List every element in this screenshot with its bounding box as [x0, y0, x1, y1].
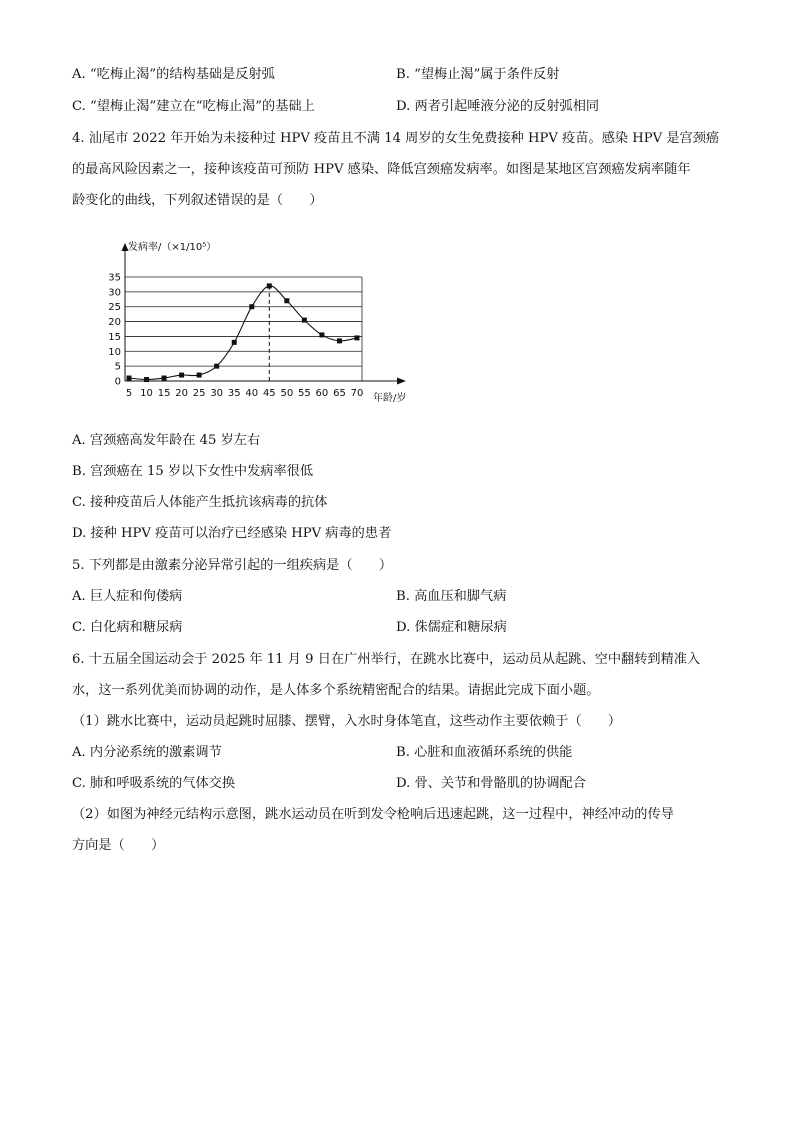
- q5-option-b: B. 高血压和脚气病: [396, 589, 507, 604]
- q3-option-c: C. “望梅止渴”建立在“吃梅止渴”的基础上: [72, 99, 315, 114]
- data-point: [302, 318, 307, 323]
- x-axis-arrow: [397, 378, 406, 385]
- y-tick-label: 35: [108, 272, 121, 284]
- y-tick-label: 20: [108, 317, 121, 329]
- q5-option-c: C. 白化病和糖尿病: [72, 620, 183, 635]
- data-point: [232, 340, 237, 345]
- q3-option-d: D. 两者引起唾液分泌的反射弧相同: [396, 99, 600, 114]
- x-tick-label: 20: [175, 388, 188, 399]
- data-point: [249, 304, 254, 309]
- q6-sub2-line-2: 方向是（ ）: [72, 838, 165, 853]
- data-point: [284, 298, 289, 303]
- q3-option-b: B. “望梅止渴”属于条件反射: [396, 67, 560, 82]
- y-tick-label: 10: [108, 346, 121, 358]
- x-tick-label: 10: [140, 388, 153, 399]
- q6-stem-line-1: 6. 十五届全国运动会于 2025 年 11 月 9 日在广州举行，在跳水比赛中，运动员从起跳、空中翻转到精准入: [72, 652, 701, 667]
- q6-stem-line-2: 水，这一系列优美而协调的动作，是人体多个系统精密配合的结果。请据此完成下面小题。: [72, 683, 600, 698]
- q6-sub1-option-b: B. 心脏和血液循环系统的供能: [396, 745, 573, 760]
- q6-sub1-option-d: D. 骨、关节和骨骼肌的协调配合: [396, 776, 586, 791]
- y-tick-label: 0: [114, 376, 121, 388]
- y-tick-label: 15: [108, 331, 121, 343]
- chart-grid: [125, 277, 362, 381]
- x-tick-label: 60: [315, 388, 329, 399]
- q4-stem-line-1: 4. 汕尾市 2022 年开始为未接种过 HPV 疫苗且不满 14 周岁的女生免费接种 HPV 疫苗。感染 HPV 是宫颈癌: [72, 131, 720, 146]
- incidence-chart: [92, 234, 422, 408]
- x-tick-label: 25: [192, 388, 206, 399]
- y-tick-label: 30: [108, 287, 121, 299]
- x-tick-label: 55: [298, 388, 311, 399]
- q4-option-a: A. 宫颈癌高发年龄在 45 岁左右: [72, 433, 261, 448]
- q6-sub2-line-1: （2）如图为神经元结构示意图，跳水运动员在听到发令枪响后迅速起跳，这一过程中，神经冲动的传导: [72, 807, 674, 822]
- data-point: [144, 377, 149, 382]
- q5-option-a: A. 巨人症和佝偻病: [72, 589, 183, 604]
- data-point: [337, 338, 342, 343]
- q4-option-d: D. 接种 HPV 疫苗可以治疗已经感染 HPV 病毒的患者: [72, 526, 392, 541]
- chart-series: [127, 283, 360, 382]
- x-axis-label: 年龄/岁: [373, 393, 407, 404]
- y-axis-label: 发病率/（×1/10⁵）: [128, 242, 217, 253]
- incidence-chart-svg: [92, 234, 422, 408]
- q4-option-b: B. 宫颈癌在 15 岁以下女性中发病率很低: [72, 464, 314, 479]
- x-tick-label: 40: [245, 388, 259, 399]
- data-point: [267, 283, 272, 288]
- data-point: [197, 373, 202, 378]
- q4-option-c: C. 接种疫苗后人体能产生抵抗该病毒的抗体: [72, 495, 328, 510]
- data-point: [319, 332, 324, 337]
- x-tick-label: 65: [333, 388, 346, 399]
- x-tick-label: 70: [350, 388, 364, 399]
- q6-sub1-stem: （1）跳水比赛中，运动员起跳时屈膝、摆臂，入水时身体笔直，这些动作主要依赖于（ ）: [72, 714, 622, 729]
- q6-sub1-option-c: C. 肺和呼吸系统的气体交换: [72, 776, 236, 791]
- q6-sub1-option-a: A. 内分泌系统的激素调节: [72, 745, 222, 760]
- data-point: [162, 376, 167, 381]
- q5-stem: 5. 下列都是由激素分泌异常引起的一组疾病是（ ）: [72, 558, 393, 573]
- q5-option-d: D. 侏儒症和糖尿病: [396, 620, 507, 635]
- y-tick-label: 5: [114, 361, 121, 373]
- x-tick-label: 45: [262, 388, 276, 399]
- x-tick-label: 35: [227, 388, 241, 399]
- x-tick-label: 30: [210, 388, 224, 399]
- x-tick-label: 15: [157, 388, 171, 399]
- q4-stem-line-3: 龄变化的曲线，下列叙述错误的是（ ）: [72, 193, 323, 208]
- y-tick-label: 25: [108, 302, 121, 314]
- x-tick-label: 5: [125, 388, 133, 399]
- q3-option-a: A. “吃梅止渴”的结构基础是反射弧: [72, 67, 275, 82]
- x-tick-label: 50: [280, 388, 294, 399]
- data-point: [179, 373, 184, 378]
- data-point: [355, 335, 360, 340]
- data-point: [214, 364, 219, 369]
- q4-stem-line-2: 的最高风险因素之一，接种该疫苗可预防 HPV 感染、降低宫颈癌发病率。如图是某地区宫颈癌发病率随年: [72, 162, 691, 177]
- data-point: [127, 376, 132, 381]
- chart-axes: [122, 243, 407, 385]
